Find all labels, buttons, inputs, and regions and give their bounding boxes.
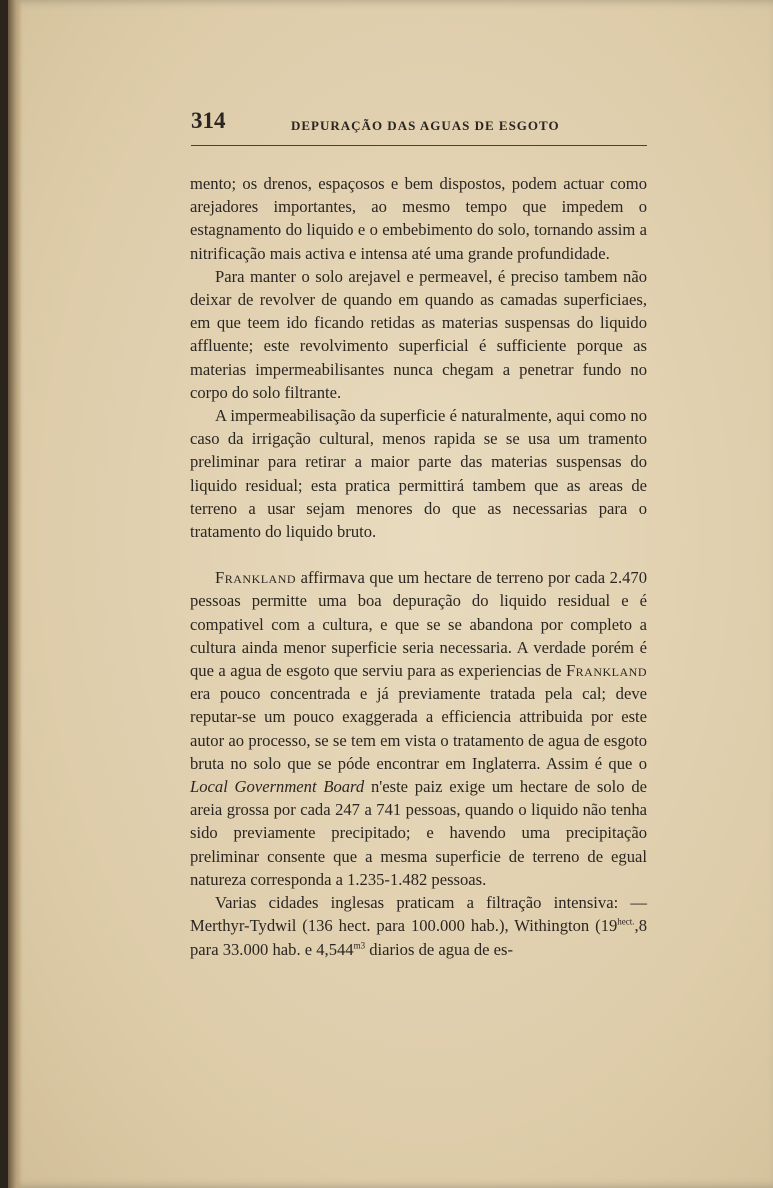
body-text	[190, 172, 647, 961]
paragraph-text: era pouco concentrada e já previamente tratada pela cal; deve reputar-se um pouco exaggerada a efficiencia attribuida por este autor ao processo, se se tem em vista o tratamento de agua de esgoto bruta no solo que se póde encontrar em Inglaterra. Assim é que o	[190, 684, 647, 773]
author-name: Frankland	[565, 661, 647, 681]
italic-term: Local Government Board	[190, 777, 365, 797]
paragraph: Para manter o solo arejavel e permeavel, é preciso tambem não deixar de revolver de quando em quando as camadas superficiaes, em que teem ido ficando retidas as materias suspensas do liquido affluente; este revolvimento superficial é sufficiente porque as materias impermeabilisantes nunca chegam a penetrar fundo no corpo do solo filtrante.	[190, 266, 647, 402]
header-rule	[191, 145, 647, 146]
running-head: DEPURAÇÃO DAS AGUAS DE ESGOTO	[291, 118, 560, 133]
page-header	[191, 108, 647, 140]
paragraph-text: diarios de agua de es-	[365, 939, 514, 959]
page-number: 314	[191, 108, 226, 133]
paragraph: A impermeabilisação da superficie é naturalmente, aqui como no caso da irrigação cultural, menos rapida se se usa um tramento preliminar para retirar a maior parte das materias suspensas do liquido residual; esta pratica permittirá tambem que as areas de terreno a usar sejam menores do que as necessarias para o tratamento do liquido bruto.	[190, 406, 647, 542]
paragraph-text: affirmava que um hectare de terreno por cada 2.470 pessoas permitte uma boa depuração do liquido residual e é compativel com a cultura, e que se se abandona por completo a cultura ainda menor superficie seria necessaria. A verdade porém é que a agua de esgoto que serviu para as experiencias de	[190, 568, 647, 681]
author-name: Frankland	[215, 568, 297, 588]
page-edge-shadow	[8, 0, 22, 1188]
paragraph	[190, 891, 647, 961]
superscript: m3	[353, 939, 366, 950]
book-page	[8, 0, 773, 1188]
paragraph-text: ,8 para 33.000 hab. e 4,544	[190, 916, 647, 959]
superscript: hect.	[617, 916, 635, 927]
paragraph-text: Varias cidades inglesas praticam a filtração intensiva: — Merthyr-Tydwil (136 hect. para 100.000 hab.), Withington (19	[190, 893, 647, 936]
paragraph: mento; os drenos, espaçosos e bem dispostos, podem actuar como arejadores importantes, ao mesmo tempo que impedem o estagnamento do liquido e o embebimento do solo, tornando assim a nitrificação mais activa e intensa até uma grande profundidade.	[190, 174, 647, 263]
paragraph-text: n'este paiz exige um hectare de solo de areia grossa por cada 247 a 741 pessoas, quando o liquido não tenha sido previamente precipitado; e havendo uma precipitação preliminar consente que a mesma superficie de terreno de egual natureza corresponda a 1.235-1.482 pessoas.	[190, 777, 647, 889]
paragraph	[190, 566, 647, 891]
